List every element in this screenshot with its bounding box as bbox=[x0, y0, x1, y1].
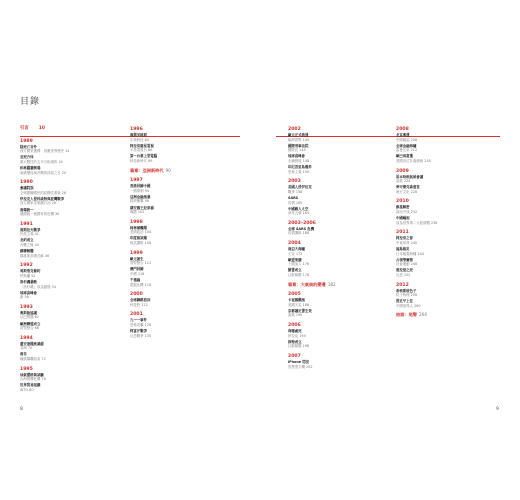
toc-entry[interactable] bbox=[396, 247, 476, 256]
entry-title: 希格斯玻色子 bbox=[396, 288, 417, 293]
entry-title: 複製羊桃莉 bbox=[130, 133, 147, 137]
entry-subtitle: 雷曼兄弟 212 bbox=[396, 148, 418, 153]
entry-subtitle: 冷戰之後 44 bbox=[20, 243, 39, 247]
toc-entry[interactable] bbox=[288, 309, 368, 318]
year-heading: 1995 bbox=[20, 366, 33, 372]
toc-section bbox=[288, 241, 368, 278]
toc-entry[interactable] bbox=[130, 236, 210, 245]
toc-section bbox=[396, 230, 476, 277]
toc-entry[interactable] bbox=[396, 133, 476, 142]
toc-section bbox=[130, 312, 210, 338]
entry-subtitle: 恐怖攻擊 126 bbox=[130, 322, 152, 327]
toc-entry[interactable] bbox=[396, 185, 476, 194]
toc-section bbox=[20, 222, 100, 259]
year-heading: 2005 bbox=[288, 292, 301, 298]
toc-entry[interactable] bbox=[20, 322, 100, 331]
toc-entry[interactable] bbox=[396, 144, 476, 153]
entry-title: 中國崛起 bbox=[396, 216, 410, 221]
entry-title: 賓拉登之死 bbox=[396, 268, 413, 273]
entry-title: 除死亡谷外 bbox=[20, 144, 37, 149]
entry-subtitle: 媒體 102 bbox=[130, 210, 145, 215]
page-title: 目錄 bbox=[20, 97, 41, 107]
toc-section bbox=[288, 292, 368, 318]
toc-entry[interactable] bbox=[288, 268, 368, 277]
entry-title: 地球高峰會 bbox=[288, 154, 305, 159]
entry-subtitle: 疫情擴散 168 bbox=[288, 231, 310, 236]
entry-subtitle: 美國天災 186 bbox=[288, 302, 310, 307]
toc-entry[interactable] bbox=[396, 299, 476, 308]
entry-subtitle: 電腦危機 118 bbox=[130, 282, 152, 287]
entry-subtitle: 伊拉克 194 bbox=[288, 333, 306, 338]
year-heading: 1991 bbox=[20, 221, 33, 227]
entry-title: 盧安達種族滅絕 bbox=[20, 341, 44, 346]
entry-title: 阿拉伯衛星電視 bbox=[130, 143, 154, 148]
toc-entry[interactable] bbox=[288, 340, 368, 349]
entry-title: 北約成立 bbox=[20, 238, 34, 243]
entry-subtitle: 反恐 252 bbox=[396, 272, 411, 277]
entry-title: 伊拉克入侵科威特與波灣戰爭 bbox=[20, 196, 65, 201]
entry-title: 亞洲金融風暴 bbox=[130, 194, 151, 199]
toc-entry[interactable] bbox=[396, 268, 476, 277]
toc-section bbox=[130, 178, 210, 215]
toc-entry[interactable] bbox=[288, 329, 368, 338]
entry-title: 洛杉磯暴動 bbox=[20, 279, 37, 284]
entry-title: 阿拉伯之春 bbox=[396, 236, 413, 241]
toc-column-2 bbox=[130, 127, 210, 343]
toc-entry[interactable] bbox=[288, 227, 368, 236]
toc-section bbox=[396, 283, 476, 309]
year-heading: 2003–2006 bbox=[288, 220, 316, 226]
entry-subtitle: 天災 172 bbox=[288, 251, 303, 256]
entry-title: 南亞大海嘯 bbox=[288, 247, 305, 251]
toc-column-3 bbox=[288, 127, 368, 374]
entry-subtitle: 伊斯蘭 52 bbox=[20, 273, 36, 278]
toc-entry[interactable] bbox=[130, 133, 210, 142]
year-heading: 1990 bbox=[20, 180, 33, 186]
toc-entry[interactable] bbox=[396, 236, 476, 245]
entry-title: 阿富汗戰爭 bbox=[130, 329, 147, 334]
toc-column-1 bbox=[20, 127, 100, 397]
entry-subtitle: 智慧型手機 202 bbox=[288, 364, 313, 369]
entry-subtitle: 反恐戰爭 130 bbox=[130, 333, 152, 338]
toc-section bbox=[130, 292, 210, 307]
entry-title: 歐洲聯盟成立 bbox=[20, 321, 41, 326]
year-heading: 1994 bbox=[20, 335, 33, 341]
entry-subtitle: 中東革命 240 bbox=[396, 240, 418, 245]
entry-subtitle: 種族隔離結束 72 bbox=[20, 357, 46, 361]
year-heading: 2011 bbox=[396, 230, 409, 236]
entry-title: 香港回歸中國 bbox=[130, 184, 151, 189]
entry-title: 油氣價格與試驗 bbox=[20, 372, 44, 377]
entry-subtitle: 半島電視台 86 bbox=[130, 148, 153, 153]
toc-entry[interactable] bbox=[288, 196, 368, 205]
entry-subtitle: 社群媒體 178 bbox=[288, 272, 310, 277]
entry-title: 九一一事件 bbox=[130, 318, 147, 323]
entry-title: 第一台掌上型電腦 bbox=[130, 154, 158, 159]
entry-title: 柯林頓醜聞 bbox=[130, 225, 147, 230]
toc-section bbox=[20, 263, 100, 300]
entry-title: 全球 SARS 危機 bbox=[288, 226, 315, 231]
entry-subtitle: 資訊外洩 232 bbox=[396, 210, 418, 215]
entry-title: 參議院誤 bbox=[20, 186, 34, 191]
toc-entry[interactable] bbox=[288, 298, 368, 307]
toc-entry[interactable] bbox=[20, 186, 100, 195]
toc-entry[interactable] bbox=[396, 175, 476, 184]
toc-entry[interactable] bbox=[130, 278, 210, 287]
entry-title: 哥本哈根氣候會議 bbox=[396, 174, 424, 179]
entry-subtitle: 科技股 122 bbox=[130, 302, 148, 307]
toc-entry[interactable] bbox=[288, 185, 368, 194]
chapter-page: 264 bbox=[418, 312, 427, 318]
entry-subtitle: 生物科技 84 bbox=[130, 137, 149, 142]
entry-subtitle: 中國崛起 208 bbox=[396, 137, 418, 142]
entry-title: 海珊處死 bbox=[288, 329, 302, 334]
chapter-label: 篇章：大氣候的變遷 bbox=[288, 281, 326, 287]
entry-subtitle: 德國統一後國家的危機 30 bbox=[20, 212, 60, 217]
entry-subtitle: 東歐變局與冷戰的終結之日 20 bbox=[20, 170, 67, 175]
entry-title: 歐巴馬當選 bbox=[396, 154, 413, 159]
entry-subtitle: 以巴問題 62 bbox=[20, 315, 39, 320]
page-number-right: 9 bbox=[496, 407, 499, 412]
toc-entry[interactable] bbox=[130, 318, 210, 327]
toc-entry[interactable] bbox=[130, 226, 210, 235]
entry-title: 推特成立 bbox=[288, 339, 302, 344]
toc-section bbox=[288, 283, 368, 288]
entry-subtitle: 蘇維埃帝國瓦解 46 bbox=[20, 253, 50, 258]
entry-title: 柏林圍牆倒塌 bbox=[20, 165, 41, 170]
entry-title: 南韓統一 bbox=[20, 207, 34, 212]
entry-title: 地球高峰會 bbox=[20, 290, 37, 295]
entry-subtitle: 全球霸權國民的結構性重新 26 bbox=[20, 190, 67, 195]
intro-label: 引言 bbox=[20, 126, 29, 131]
toc-entry[interactable] bbox=[396, 205, 476, 214]
entry-subtitle: 粒子物理 256 bbox=[396, 293, 418, 298]
toc-section bbox=[396, 199, 476, 225]
toc-entry[interactable] bbox=[130, 144, 210, 153]
toc-section bbox=[130, 127, 210, 164]
entry-title: 澳門回歸 bbox=[130, 267, 144, 272]
toc-entry[interactable] bbox=[288, 154, 368, 163]
toc-entry[interactable] bbox=[130, 298, 210, 307]
entry-subtitle: 社群媒體 198 bbox=[288, 344, 310, 349]
toc-column-4 bbox=[396, 127, 476, 323]
toc-entry[interactable] bbox=[396, 289, 476, 298]
toc-entry[interactable] bbox=[288, 133, 368, 142]
toc-section bbox=[396, 127, 476, 164]
entry-title: 維基解密 bbox=[396, 205, 410, 210]
entry-title: 京都議定書生效 bbox=[288, 308, 312, 313]
toc-section bbox=[20, 367, 100, 393]
toc-entry[interactable] bbox=[130, 267, 210, 276]
toc-entry[interactable] bbox=[20, 238, 100, 247]
toc-entry[interactable] bbox=[130, 154, 210, 163]
year-heading: 1999 bbox=[130, 250, 143, 256]
chapter-label: 篇章：亞洲新時代 bbox=[130, 167, 164, 173]
year-heading: 1997 bbox=[130, 178, 143, 184]
toc-entry[interactable] bbox=[20, 280, 100, 289]
entry-subtitle: 新 58 bbox=[20, 295, 29, 300]
entry-subtitle: 氣候 224 bbox=[396, 179, 411, 184]
entry-subtitle: 核武擴散 108 bbox=[130, 241, 152, 245]
entry-subtitle: 社會運動 248 bbox=[396, 262, 418, 267]
toc-entry[interactable] bbox=[20, 166, 100, 175]
toc-entry[interactable] bbox=[20, 249, 100, 258]
toc-section bbox=[130, 220, 210, 246]
toc-entry[interactable] bbox=[20, 311, 100, 320]
entry-subtitle: 歐洲貨幣 140 bbox=[288, 137, 310, 142]
intro-page: 10 bbox=[38, 126, 45, 131]
year-heading: 2003 bbox=[288, 179, 301, 185]
toc-section bbox=[20, 305, 100, 331]
entry-subtitle: 西方國家美策劃石油 28 bbox=[20, 201, 56, 206]
entry-title: 北京奧運 bbox=[396, 133, 410, 137]
year-heading: 2009 bbox=[396, 168, 409, 174]
entry-subtitle: 國際法 144 bbox=[288, 148, 306, 153]
toc-section bbox=[288, 179, 368, 216]
toc-entry[interactable] bbox=[130, 184, 210, 193]
entry-subtitle: 科技新時代 89 bbox=[130, 158, 153, 163]
toc-entry[interactable] bbox=[130, 195, 210, 204]
chapter-highlight[interactable] bbox=[396, 313, 476, 318]
entry-title: 歐元誕生 bbox=[130, 256, 144, 261]
entry-title: 中國載人太空 bbox=[288, 206, 309, 211]
entry-subtitle: 中國 116 bbox=[130, 271, 145, 276]
year-heading: 2006 bbox=[288, 323, 301, 329]
entry-title: 美國入侵伊拉克 bbox=[288, 185, 312, 190]
toc-entry[interactable] bbox=[20, 342, 100, 351]
toc-section bbox=[288, 221, 368, 236]
year-heading: 2012 bbox=[396, 282, 409, 288]
entry-title: 印度核試爆 bbox=[130, 236, 147, 241]
toc-entry[interactable] bbox=[20, 145, 100, 154]
entry-title: 卡崔娜颶風 bbox=[288, 298, 305, 303]
year-heading: 1989 bbox=[20, 138, 33, 144]
toc-entry[interactable] bbox=[396, 216, 476, 225]
entry-subtitle: 一國兩制 94 bbox=[130, 188, 149, 193]
toc-entry[interactable] bbox=[288, 144, 368, 153]
toc-section bbox=[288, 127, 368, 174]
toc-section bbox=[396, 313, 476, 318]
page-number-left: 8 bbox=[20, 407, 23, 412]
entry-subtitle: 恐怖主義 150 bbox=[288, 169, 310, 174]
entry-subtitle: 永續發展 148 bbox=[288, 158, 310, 163]
entry-subtitle: 「洛杉磯」成為動態 54 bbox=[20, 284, 56, 289]
entry-title: 歐盟東擴 bbox=[288, 257, 302, 262]
toc-entry[interactable] bbox=[130, 257, 210, 266]
entry-title: 全球金融海嘯 bbox=[396, 143, 417, 148]
year-heading: 2007 bbox=[288, 353, 301, 359]
entry-subtitle: 神舟五號 164 bbox=[288, 211, 310, 216]
entry-title: 至死方休 bbox=[20, 155, 34, 160]
entry-title: 世界貿易組織 bbox=[20, 383, 41, 388]
entry-title: 麥可傑克森逝世 bbox=[396, 185, 420, 190]
toc-section bbox=[288, 323, 368, 349]
entry-title: 臉書成立 bbox=[288, 268, 302, 273]
toc-entry[interactable] bbox=[288, 360, 368, 369]
year-heading: 2010 bbox=[396, 199, 409, 205]
entry-subtitle: 美國政治 104 bbox=[130, 230, 152, 235]
toc-entry[interactable] bbox=[396, 154, 476, 163]
entry-subtitle: 疫情 160 bbox=[288, 200, 303, 205]
toc-entry[interactable] bbox=[288, 247, 368, 256]
toc-section bbox=[20, 180, 100, 217]
chapter-highlight[interactable] bbox=[288, 283, 368, 288]
entry-subtitle: 日本地震海嘯 244 bbox=[396, 251, 424, 256]
toc-entry[interactable] bbox=[130, 206, 210, 215]
entry-subtitle: 台海飛彈危機 76 bbox=[20, 377, 46, 382]
year-heading: 1993 bbox=[20, 304, 33, 310]
entry-title: 全球網路泡沫 bbox=[130, 298, 151, 303]
year-heading: 2000 bbox=[130, 292, 143, 298]
entry-subtitle: 黨大數性的五年分析調的 16 bbox=[20, 159, 63, 164]
toc-section bbox=[20, 336, 100, 362]
toc-section bbox=[288, 354, 368, 369]
year-heading: 2002 bbox=[288, 127, 301, 132]
chapter-label: 結語：尾聲 bbox=[396, 312, 417, 318]
entry-title: iPhone 問世 bbox=[288, 359, 310, 364]
toc-entry[interactable] bbox=[20, 383, 100, 392]
entry-title: 歐元正式流通 bbox=[288, 133, 309, 137]
toc-section bbox=[130, 169, 210, 174]
entry-subtitle: 貨幣整合 112 bbox=[130, 261, 152, 266]
entry-subtitle: 成為世界第二大經濟體 236 bbox=[396, 220, 438, 225]
toc-section bbox=[396, 169, 476, 195]
year-heading: 1992 bbox=[20, 263, 33, 269]
entry-title: 蘇聯解體 bbox=[20, 249, 34, 254]
year-heading: 1996 bbox=[130, 127, 143, 132]
entry-title: 習近平上任 bbox=[396, 299, 413, 304]
entry-title: 國際刑事法院 bbox=[288, 143, 309, 148]
toc-entry[interactable] bbox=[20, 291, 100, 300]
toc-entry[interactable] bbox=[20, 352, 100, 361]
entry-title: 南斯拉夫戰爭 bbox=[20, 227, 41, 232]
entry-subtitle: 戰爭 158 bbox=[288, 189, 303, 194]
entry-title: 千禧蟲 bbox=[130, 277, 141, 282]
chapter-page: 90 bbox=[165, 167, 171, 173]
toc-entry[interactable] bbox=[20, 155, 100, 164]
entry-subtitle: 西方國家選擇：因應世界歷史 14 bbox=[20, 149, 70, 154]
entry-subtitle: 中國領導人 260 bbox=[396, 303, 421, 308]
year-heading: 2008 bbox=[396, 127, 409, 132]
toc-entry[interactable] bbox=[20, 269, 100, 278]
toc-entry[interactable] bbox=[288, 207, 368, 216]
year-heading: 1998 bbox=[130, 219, 143, 225]
toc-entry[interactable] bbox=[396, 258, 476, 267]
toc-entry[interactable] bbox=[288, 258, 368, 267]
toc-section bbox=[20, 139, 100, 176]
entry-title: 占領華爾街 bbox=[396, 257, 413, 262]
entry-title: SARS bbox=[288, 195, 299, 200]
entry-subtitle: 經濟衝擊 98 bbox=[130, 199, 149, 204]
toc-entry[interactable] bbox=[288, 165, 368, 174]
entry-subtitle: 氣候 190 bbox=[288, 313, 303, 318]
toc-section bbox=[130, 251, 210, 288]
toc-entry[interactable] bbox=[130, 329, 210, 338]
entry-subtitle: 民族主義 41 bbox=[20, 232, 39, 237]
intro-entry[interactable] bbox=[20, 127, 100, 132]
entry-subtitle: 美國首位非裔總統 218 bbox=[396, 158, 431, 163]
toc-entry[interactable] bbox=[20, 373, 100, 382]
entry-title: 印尼峇里島爆炸 bbox=[288, 165, 312, 170]
entry-title: 黛安娜王妃車禍 bbox=[130, 205, 154, 210]
entry-title: 福島核災 bbox=[396, 247, 410, 251]
entry-title: 馬斯垂克條約 bbox=[20, 269, 41, 274]
entry-subtitle: WTO 80 bbox=[20, 387, 34, 392]
year-heading: 2001 bbox=[130, 312, 143, 318]
year-heading: 2004 bbox=[288, 241, 301, 246]
chapter-page: 182 bbox=[327, 281, 336, 287]
entry-subtitle: 貨幣整合 66 bbox=[20, 326, 39, 331]
chapter-highlight[interactable] bbox=[130, 169, 210, 174]
entry-title: 南非 bbox=[20, 352, 27, 357]
toc-entry[interactable] bbox=[20, 208, 100, 217]
entry-subtitle: 十國加入 176 bbox=[288, 262, 310, 267]
entry-subtitle: 流行文化 228 bbox=[396, 189, 418, 194]
toc-entry[interactable] bbox=[20, 228, 100, 237]
entry-title: 奧斯陸協議 bbox=[20, 310, 37, 315]
toc-entry[interactable] bbox=[20, 197, 100, 206]
entry-subtitle: 非洲 70 bbox=[20, 346, 33, 351]
